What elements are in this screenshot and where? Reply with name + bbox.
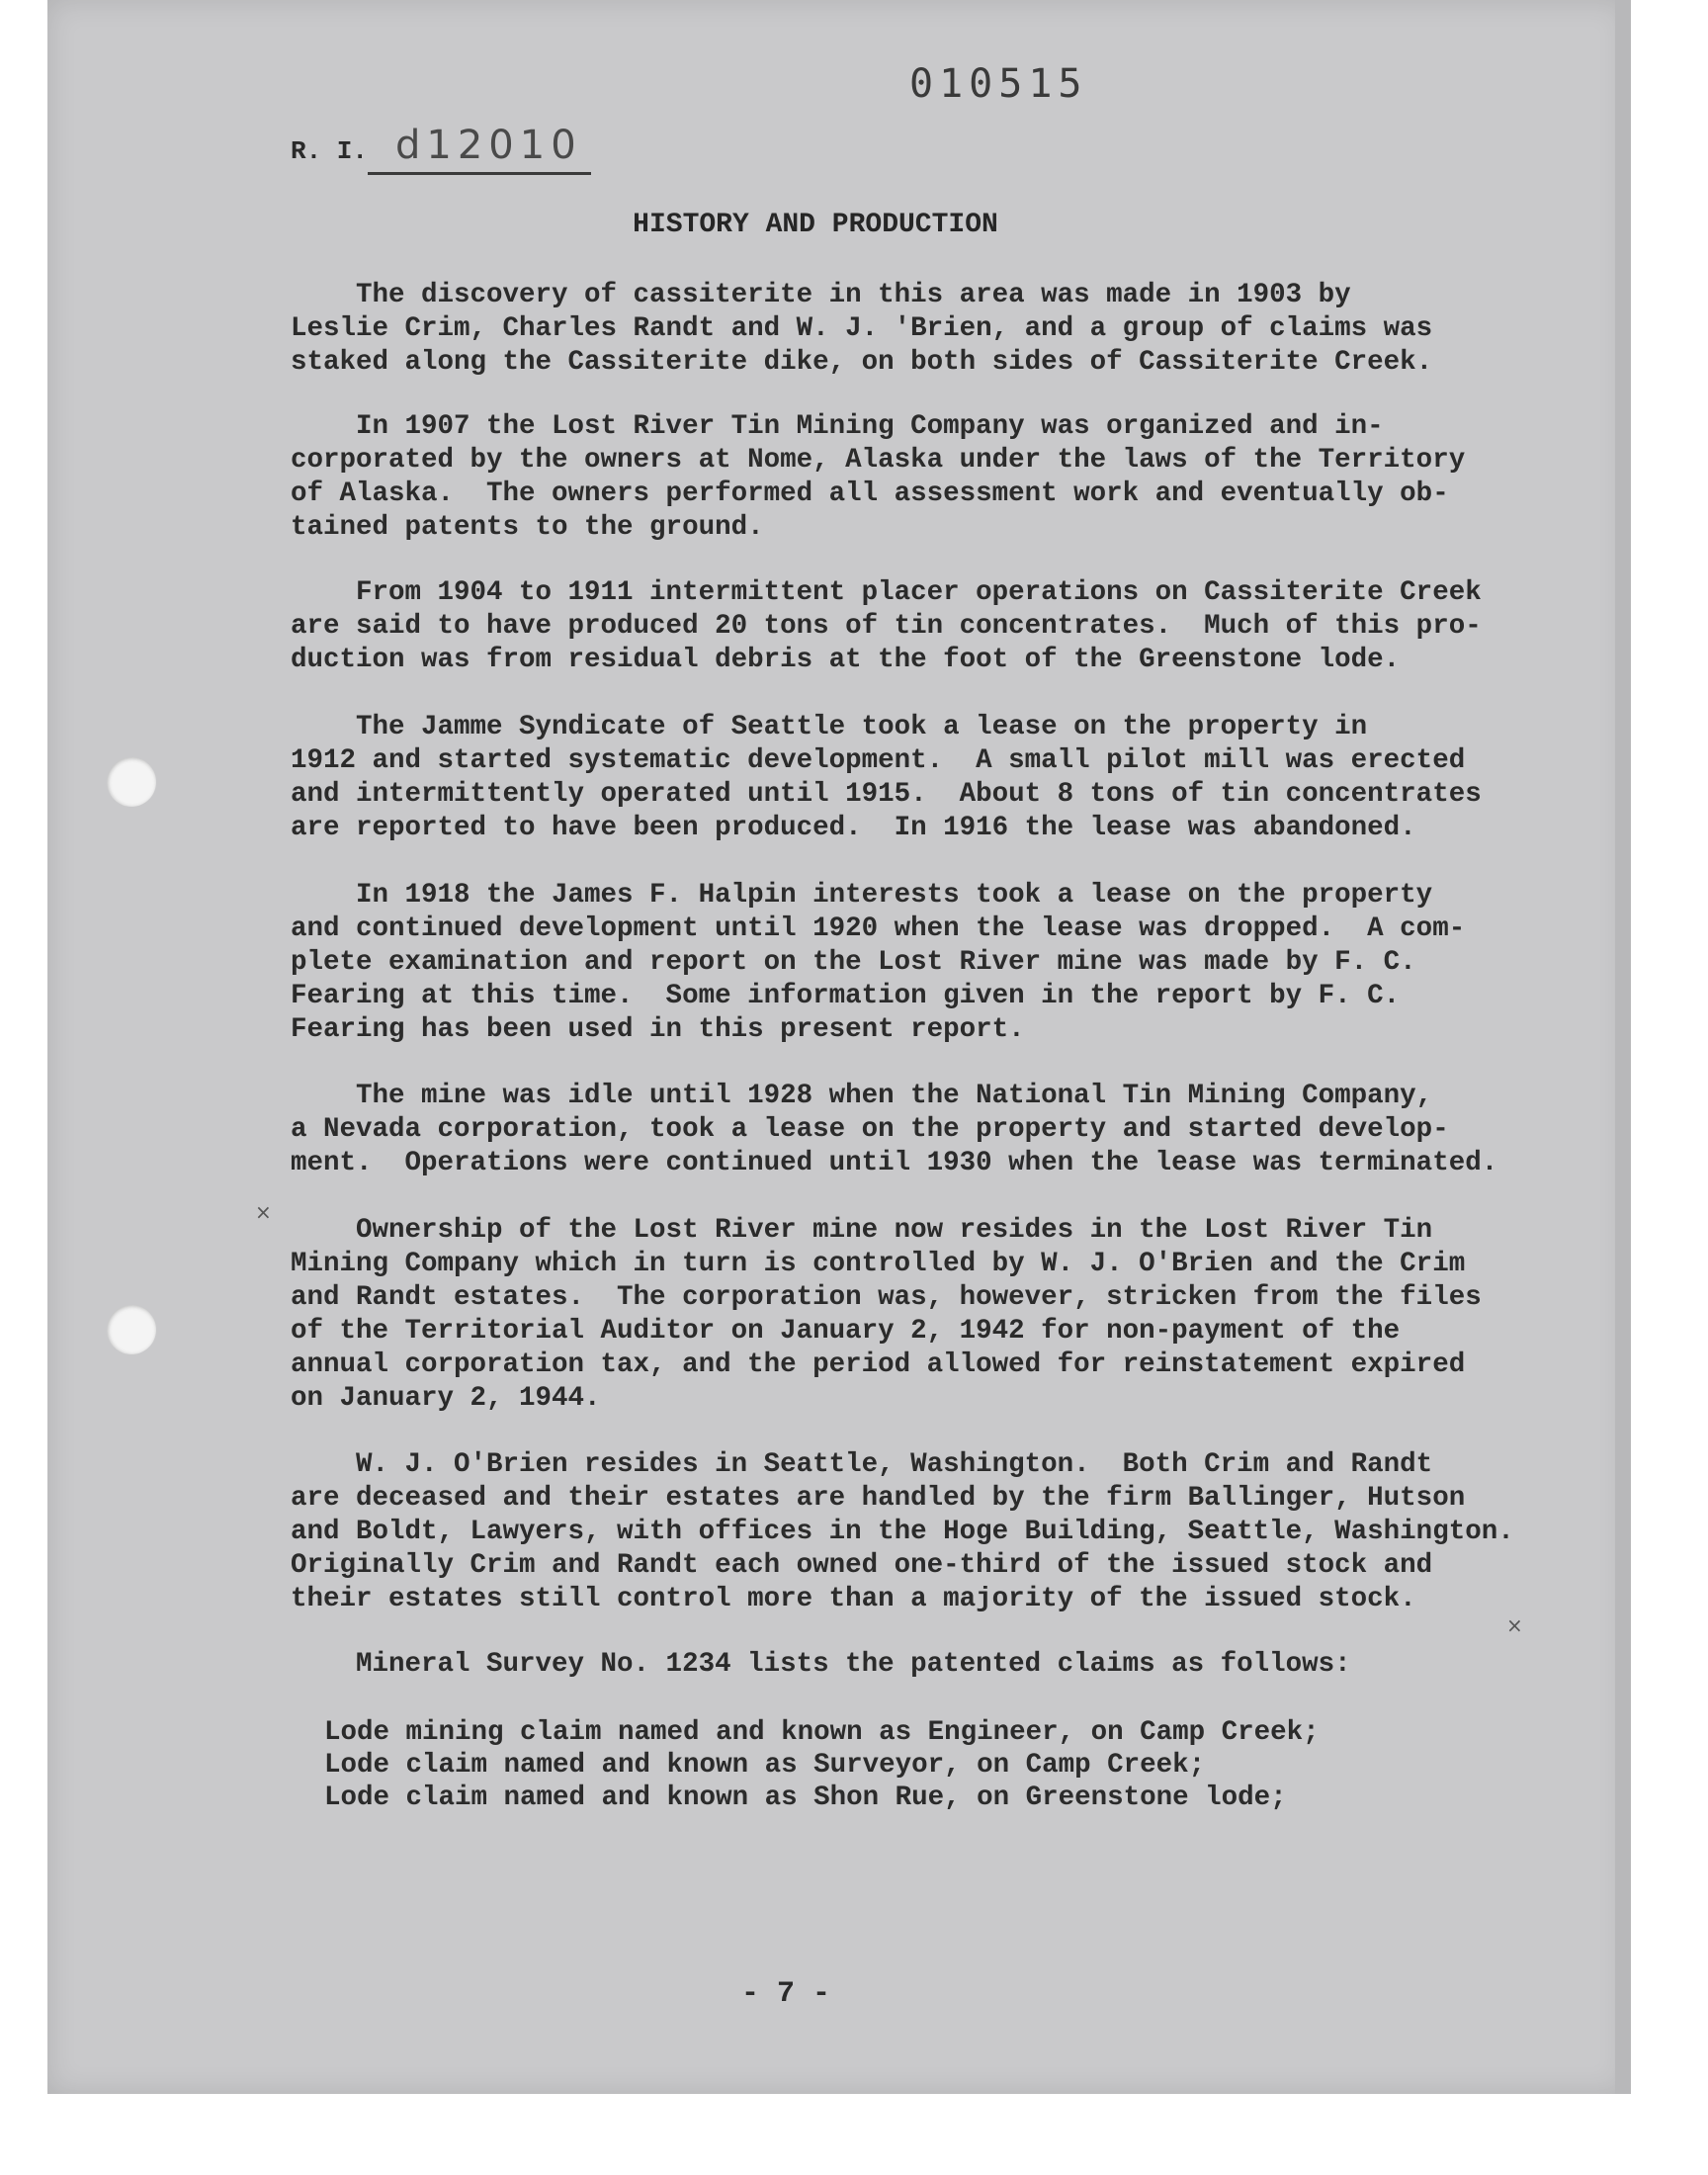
paragraph-obrien: W. J. O'Brien resides in Seattle, Washington. Both Crim and Randt are deceased and their estates are handled by the firm Ballinger, Hutson and Boldt, Lawyers, with offices in the Hoge Building, Seattle, Washington. Originally Crim and Randt each owned one-third of the issued stock and their estates still control more than a majority of the issued stock.	[291, 1449, 1514, 1614]
paragraph-placer-operations: From 1904 to 1911 intermittent placer operations on Cassiterite Creek are said to have produced 20 tons of tin concentrates. Much of this pro- duction was from residual debris at the foot of the Greenstone lode.	[291, 577, 1482, 675]
stamp-number: 010515	[909, 61, 1088, 107]
page-heading: HISTORY AND PRODUCTION	[633, 210, 998, 240]
ri-label: R. I.	[291, 136, 369, 166]
ri-handwritten-number: d12010	[395, 123, 582, 168]
claim-line: Lode claim named and known as Surveyor, on Camp Creek;	[324, 1750, 1206, 1781]
paragraph-discovery: The discovery of cassiterite in this area was made in 1903 by Leslie Crim, Charles Randt and W. J. 'Brien, and a group of claims was staked along the Cassiterite dike, on both sides of Cassiterite Creek.	[291, 280, 1433, 378]
punch-hole-top	[107, 757, 156, 807]
page-edge	[1615, 0, 1631, 2094]
paragraph-mineral-survey: Mineral Survey No. 1234 lists the patented claims as follows:	[291, 1649, 1351, 1680]
claim-line: Lode mining claim named and known as Engineer, on Camp Creek;	[324, 1717, 1320, 1748]
margin-mark: ×	[255, 1200, 272, 1224]
paragraph-halpin-interests: In 1918 the James F. Halpin interests took a lease on the property and continued development until 1920 when the lease was dropped. A com- plete examination and report on the Lost River mine was made by F. C. Fearing at this time. Some information given in the report by F. C. Fearing has been used in this present report.	[291, 880, 1466, 1045]
margin-mark: ×	[1506, 1613, 1523, 1637]
punch-hole-bottom	[107, 1305, 156, 1354]
ri-underline	[368, 172, 591, 175]
paragraph-1907-company: In 1907 the Lost River Tin Mining Company was organized and in- corporated by the owners at Nome, Alaska under the laws of the Territory of Alaska. The owners performed all assessment work and eventually ob- tained patents to the ground.	[291, 411, 1466, 543]
claim-line: Lode claim named and known as Shon Rue, on Greenstone lode;	[324, 1783, 1287, 1813]
paragraph-national-tin: The mine was idle until 1928 when the National Tin Mining Company, a Nevada corporation, took a lease on the property and started develop- ment. Operations were continued until 1930 when the lease was terminated.	[291, 1081, 1498, 1178]
paragraph-ownership: Ownership of the Lost River mine now resides in the Lost River Tin Mining Company which in turn is controlled by W. J. O'Brien and the Crim and Randt estates. The corporation was, however, stricken from the files of the Territorial Auditor on January 2, 1942 for non-payment of the annual corporation tax, and the period allowed for reinstatement expired on January 2, 1944.	[291, 1215, 1482, 1414]
page-number: - 7 -	[740, 1977, 830, 2011]
paragraph-jamme-syndicate: The Jamme Syndicate of Seattle took a lease on the property in 1912 and started systematic development. A small pilot mill was erected and intermittently operated until 1915. About 8 tons of tin concentrates are reported to have been produced. In 1916 the lease was abandoned.	[291, 712, 1482, 843]
